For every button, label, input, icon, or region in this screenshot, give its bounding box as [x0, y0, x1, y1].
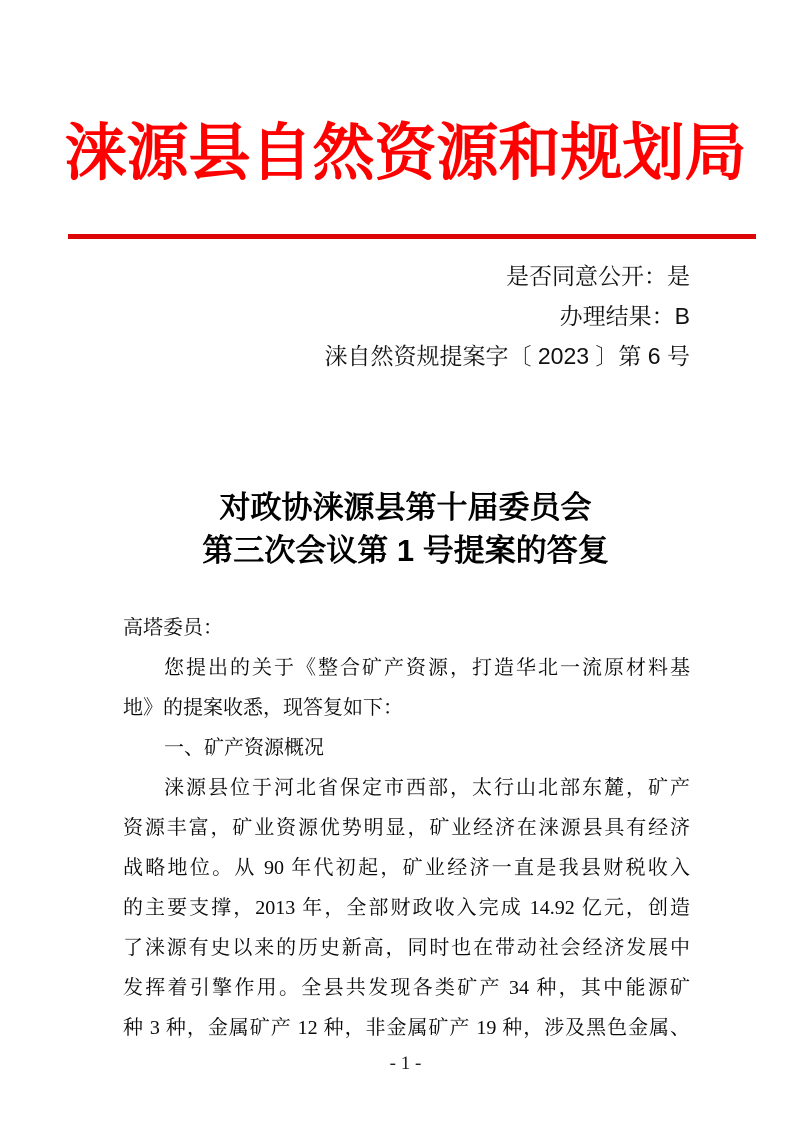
body-line: 地》的提案收悉，现答复如下： — [123, 697, 403, 719]
body-line-salutation: 高塔委员： — [123, 617, 223, 639]
meta-result-line: 办理结果：B — [559, 303, 690, 329]
body-line: 战略地位。从 90 年代初起，矿业经济一直是我县财税收入 — [123, 857, 690, 879]
body-text — [123, 608, 690, 1048]
meta-publicity-line: 是否同意公开：是 — [506, 263, 690, 289]
letterhead-title: 涞源县自然资源和规划局 — [64, 119, 747, 188]
page-number: - 1 - — [389, 1053, 422, 1074]
document-title-line1: 对政协涞源县第十届委员会 — [219, 490, 592, 525]
body-line: 了涞源有史以来的历史新高，同时也在带动社会经济发展中 — [123, 937, 690, 959]
document-title — [0, 486, 811, 572]
meta-block — [324, 256, 690, 376]
meta-document-number-line: 涞自然资规提案字〔 2023 〕第 6 号 — [324, 343, 690, 369]
document-title-line2: 第三次会议第 1 号提案的答复 — [202, 533, 609, 568]
body-line-section-heading: 一、矿产资源概况 — [164, 737, 324, 759]
body-line: 的主要支撑，2013 年，全部财政收入完成 14.92 亿元，创造 — [123, 897, 690, 919]
body-line: 资源丰富，矿业资源优势明显，矿业经济在涞源县具有经济 — [123, 817, 690, 839]
body-line: 您提出的关于《整合矿产资源，打造华北一流原材料基 — [164, 657, 690, 679]
body-line: 发挥着引擎作用。全县共发现各类矿产 34 种，其中能源矿 — [123, 977, 690, 999]
body-line: 种 3 种，金属矿产 12 种，非金属矿产 19 种，涉及黑色金属、 — [123, 1017, 690, 1039]
body-line: 涞源县位于河北省保定市西部，太行山北部东麓，矿产 — [164, 777, 690, 799]
letterhead-divider-line — [68, 234, 756, 239]
